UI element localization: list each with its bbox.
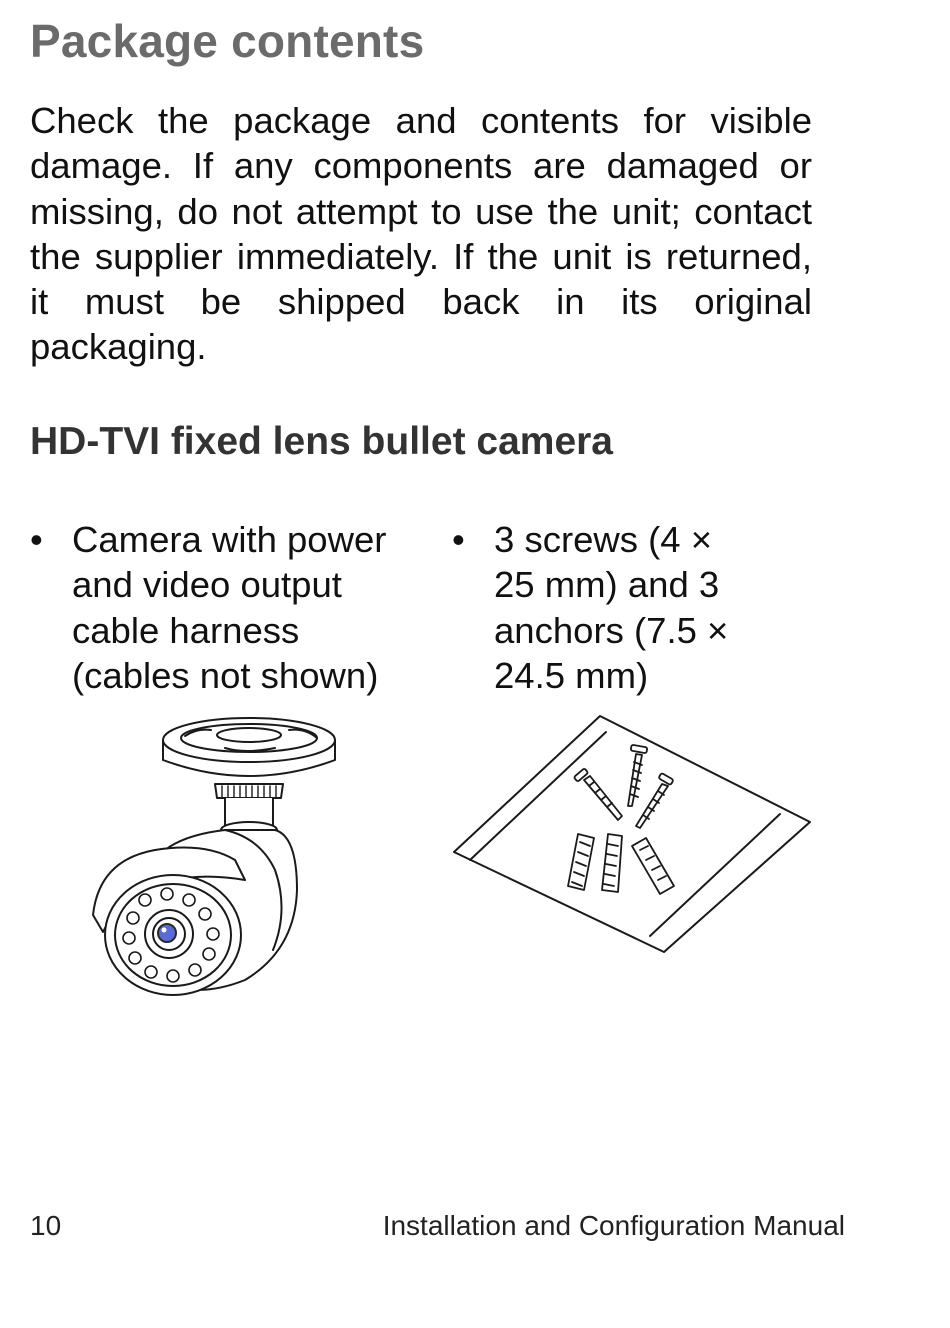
footer-page-number: 10 xyxy=(30,1210,62,1241)
intro-paragraph: Check the package and contents for visible damage. If any components are damaged or missing, do not attempt to use the unit; contact the supplier immediately. If the unit is returned, it must be shipped back in its original packaging. xyxy=(30,100,812,368)
footer-manual-title: Installation and Configuration Manual xyxy=(382,1210,845,1241)
list-item-line: anchors (7.5 × xyxy=(494,609,729,651)
list-item-line: cable harness xyxy=(72,609,300,651)
page-title: Package contents xyxy=(30,15,425,67)
bullet-dot-icon: • xyxy=(30,519,43,560)
list-item-line: 3 screws (4 × xyxy=(494,519,713,560)
list-item-line: Camera with power xyxy=(72,519,387,560)
list-item-text xyxy=(494,517,728,698)
bullet-camera-illustration xyxy=(85,710,430,1010)
list-item-line: and video output xyxy=(72,564,342,606)
list-item-line: 24.5 mm) xyxy=(494,654,649,696)
screw-bag-illustration xyxy=(450,710,815,960)
list-item-line: 25 mm) and 3 xyxy=(494,564,720,606)
section-title: HD-TVI fixed lens bullet camera xyxy=(30,420,614,463)
list-item-text xyxy=(72,517,386,698)
list-item-line: (cables not shown) xyxy=(72,654,379,696)
bullet-dot-icon: • xyxy=(452,519,465,560)
